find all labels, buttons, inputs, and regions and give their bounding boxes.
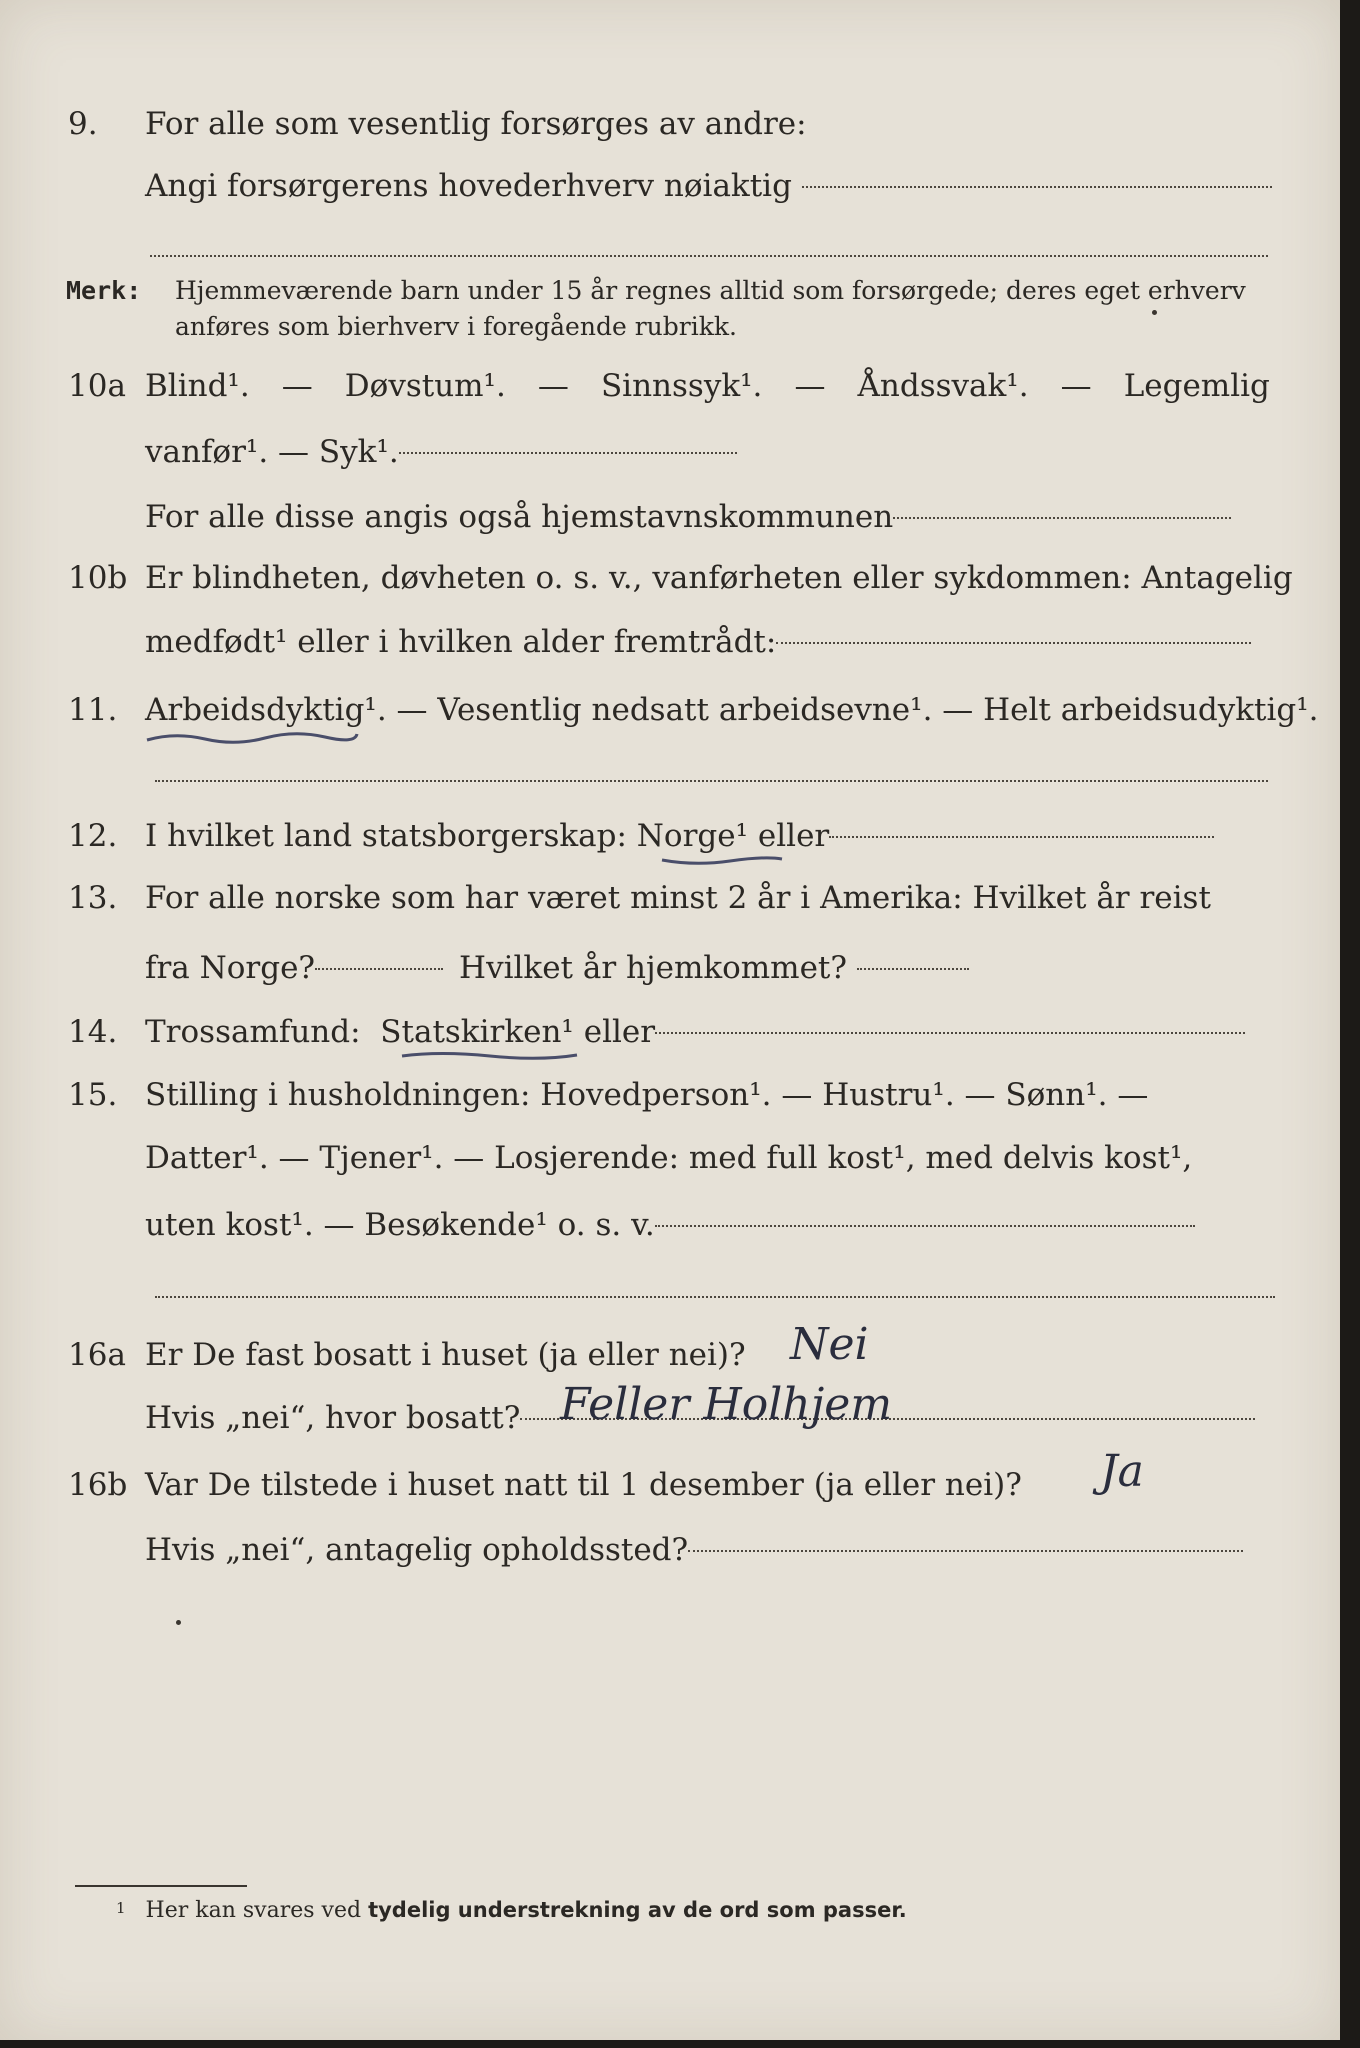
option-arbeidsdyktig[interactable]: Arbeidsdyktig (145, 692, 365, 728)
q13-text-2: fra Norge? Hvilket år hjemkommet? (145, 948, 969, 988)
q13-return-year-line[interactable] (857, 967, 969, 970)
q10a-number: 10a (68, 368, 126, 404)
q15-text-1: Stilling i husholdningen: Hovedperson¹. — Hustru¹. — Sønn¹. — (145, 1077, 1149, 1113)
q11-text: Arbeidsdyktig¹. — Vesentlig nedsatt arbeidsevne¹. — Helt arbeidsudyktig¹. (145, 692, 1319, 728)
option-blind[interactable]: Blind¹. (145, 368, 250, 404)
handwritten-answer-nei[interactable]: Nei (790, 1319, 869, 1370)
handwritten-answer-ja[interactable]: Ja (1100, 1446, 1144, 1497)
handwritten-underline-norge (660, 852, 785, 868)
q10b-answer-line[interactable] (776, 641, 1251, 644)
option-statskirken[interactable]: Statskirken¹ (380, 1014, 574, 1050)
handwritten-underline-statskirken (400, 1047, 580, 1063)
q16b-text-1: Var De tilstede i huset natt til 1 desember (ja eller nei)? (145, 1467, 1022, 1503)
handwritten-underline-arbeidsdyktig (145, 728, 360, 746)
q15-number: 15. (68, 1077, 118, 1113)
q15-answer-line[interactable] (655, 1224, 1195, 1227)
option-legemlig[interactable]: Legemlig (1123, 368, 1270, 404)
footnote-bold-text: tydelig understrekning av de ord som passer. (368, 1898, 907, 1922)
q9-provider-occupation-label: Angi forsørgerens hovederhverv nøiaktig (145, 166, 1272, 206)
dash: — (281, 368, 313, 404)
q11-number: 11. (68, 692, 118, 728)
q13-emigration-year-line[interactable] (315, 967, 443, 970)
option-sinnssyk[interactable]: Sinnssyk¹. (600, 368, 763, 404)
q10a-hometown-answer-line[interactable] (893, 516, 1231, 519)
q16b-number: 16b (68, 1467, 128, 1503)
q12-answer-line[interactable] (829, 835, 1214, 838)
q15-text-2: Datter¹. — Tjener¹. — Losjerende: med full kost¹, med delvis kost¹, (145, 1140, 1193, 1176)
q14-answer-line[interactable] (655, 1031, 1245, 1034)
q10b-text-1: Er blindheten, døvheten o. s. v., vanførheten eller sykdommen: Antagelig (145, 560, 1293, 596)
q10a-options (145, 366, 1270, 406)
dash: — (1060, 368, 1092, 404)
q9-text: For alle som vesentlig forsørges av andre: (145, 106, 807, 142)
footnote-mark: 1 (116, 1899, 126, 1917)
q15-extra-answer-line[interactable] (155, 1296, 1275, 1298)
q14-number: 14. (68, 1014, 118, 1050)
q12-number: 12. (68, 818, 118, 854)
q13-number: 13. (68, 880, 118, 916)
q9-number: 9. (68, 106, 98, 142)
merk-text-1: Hjemmeværende barn under 15 år regnes alltid som forsørgede; deres eget erhverv (175, 276, 1246, 305)
q15-text-3: uten kost¹. — Besøkende¹ o. s. v. (145, 1205, 1195, 1245)
q10a-text-3: For alle disse angis også hjemstavnskommunen (145, 497, 1231, 537)
q13-text-1: For alle norske som har været minst 2 år i Amerika: Hvilket år reist (145, 880, 1211, 916)
q16b-text-2: Hvis „nei“, antagelig opholdssted? (145, 1530, 1243, 1570)
option-norge[interactable]: Norge¹ (636, 818, 749, 854)
handwritten-answer-residence[interactable]: Feller Holhjem (560, 1379, 893, 1430)
q9-answer-line[interactable] (802, 185, 1272, 188)
merk-label: Merk: (66, 276, 142, 305)
q16a-number: 16a (68, 1337, 126, 1373)
dash: — (794, 368, 826, 404)
q11-extra-answer-line[interactable] (155, 780, 1268, 782)
q10a-text-2: vanfør¹. — Syk¹. (145, 432, 737, 472)
footnote (116, 1893, 907, 1926)
q16a-text-2: Hvis „nei“, hvor bosatt? (145, 1398, 1255, 1438)
ink-speck (176, 1620, 181, 1625)
q16b-whereabouts-answer-line[interactable] (688, 1549, 1243, 1552)
q9-extra-answer-line[interactable] (150, 255, 1268, 257)
ink-speck (1152, 310, 1157, 315)
q10b-number: 10b (68, 560, 128, 596)
q10a-answer-line[interactable] (399, 451, 737, 454)
q12-text: I hvilket land statsborgerskap: Norge¹ eller (145, 816, 1214, 856)
footnote-text: Her kan svares ved (145, 1898, 362, 1923)
merk-text-2: anføres som bierhverv i foregående rubrikk. (175, 312, 737, 341)
dash: — (537, 368, 569, 404)
q14-text: Trossamfund: Statskirken¹ eller (145, 1012, 1245, 1052)
option-dovstum[interactable]: Døvstum¹. (344, 368, 506, 404)
footnote-divider (75, 1885, 247, 1887)
option-andssvak[interactable]: Åndssvak¹. (857, 368, 1029, 404)
q16a-text-1: Er De fast bosatt i huset (ja eller nei)? (145, 1337, 746, 1373)
q10b-text-2: medfødt¹ eller i hvilken alder fremtrådt: (145, 622, 1251, 662)
